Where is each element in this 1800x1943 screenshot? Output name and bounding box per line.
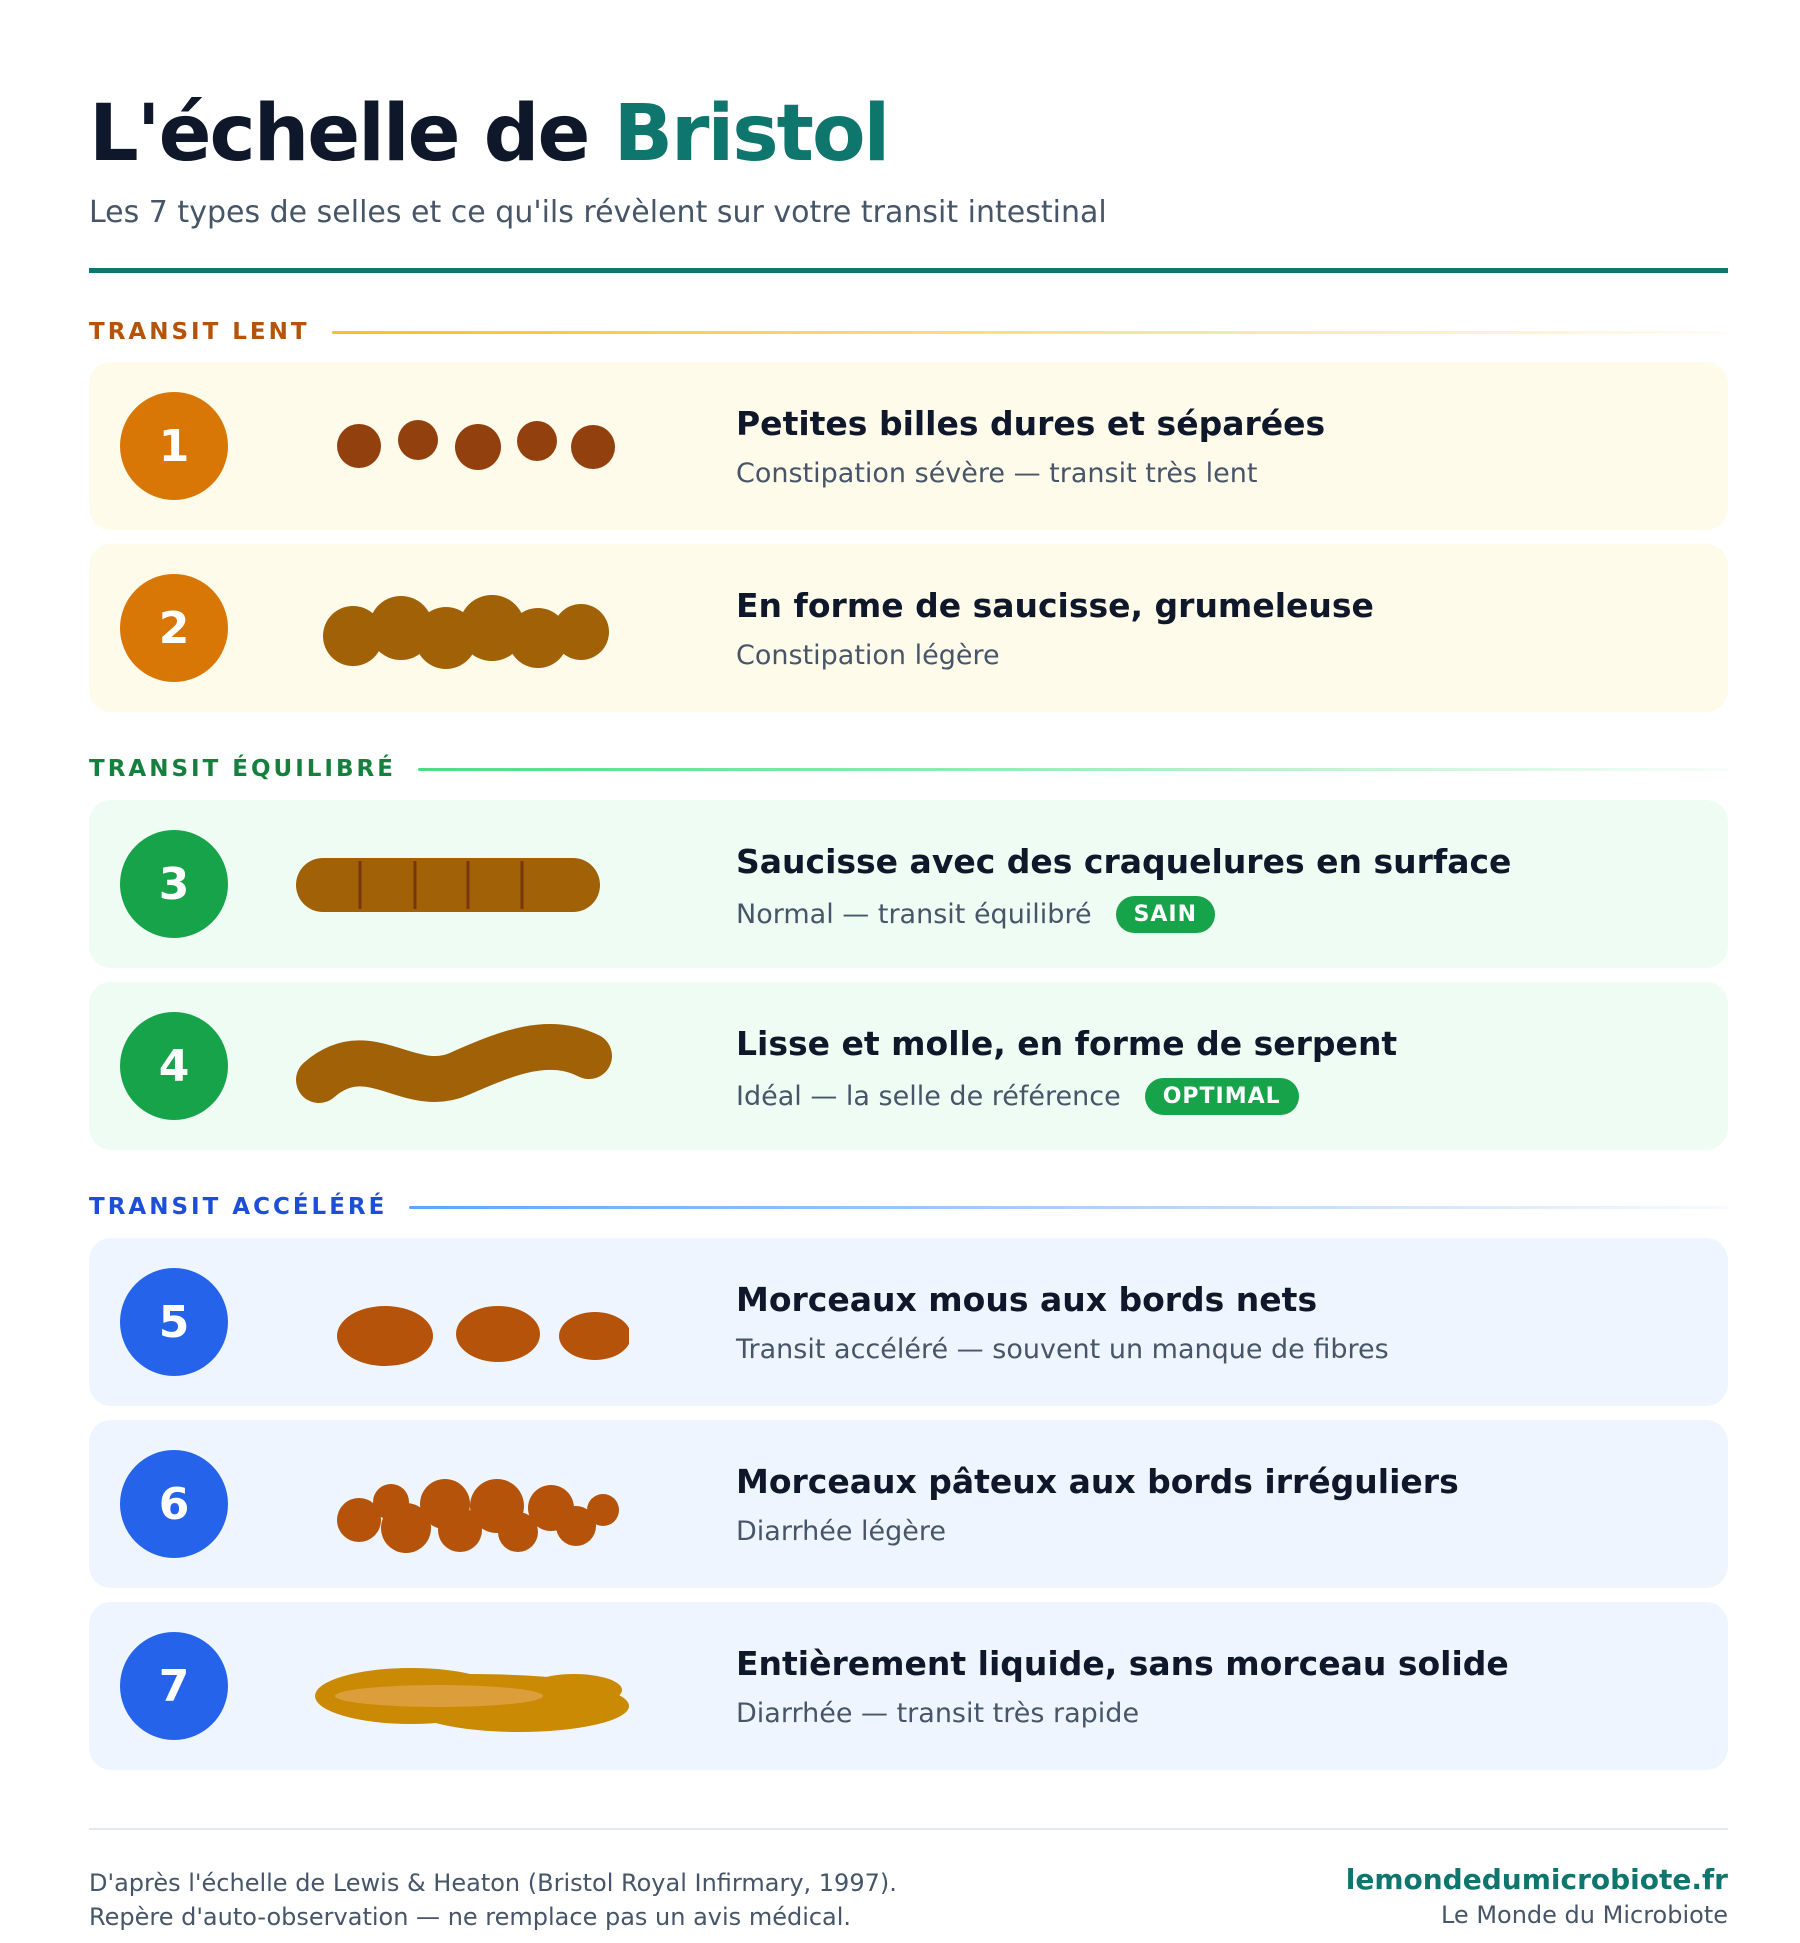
bristol-type-3-card bbox=[89, 800, 1728, 968]
type-number-badge: 2 bbox=[120, 574, 228, 682]
bristol-type-6-card bbox=[89, 1420, 1728, 1588]
type-desc-text: Constipation sévère — transit très lent bbox=[736, 458, 1258, 489]
type-title: Saucisse avec des craquelures en surface bbox=[736, 842, 1512, 881]
bristol-type-5-card bbox=[89, 1238, 1728, 1406]
bristol-type-7-card bbox=[89, 1602, 1728, 1770]
title-main: L'échelle de bbox=[89, 89, 614, 179]
section-line bbox=[409, 1206, 1728, 1209]
soft-blobs-illustration bbox=[289, 1252, 629, 1392]
type-title: Morceaux pâteux aux bords irréguliers bbox=[736, 1462, 1459, 1501]
brand-name: Le Monde du Microbiote bbox=[1440, 1901, 1728, 1929]
title-accent: Bristol bbox=[613, 89, 889, 179]
optimal-tag: OPTIMAL bbox=[1145, 1078, 1299, 1115]
section-header-equilibre bbox=[89, 752, 1728, 786]
section-header-accelere bbox=[89, 1190, 1728, 1224]
bristol-type-1-card bbox=[89, 362, 1728, 530]
type-number-badge: 3 bbox=[120, 830, 228, 938]
type-number-badge: 4 bbox=[120, 1012, 228, 1120]
section-line bbox=[332, 331, 1728, 334]
mushy-pieces-illustration bbox=[289, 1434, 629, 1574]
type-desc-text: Diarrhée — transit très rapide bbox=[736, 1698, 1140, 1729]
type-description bbox=[736, 1334, 1389, 1365]
type-title: Lisse et molle, en forme de serpent bbox=[736, 1024, 1398, 1063]
type-title: En forme de saucisse, grumeleuse bbox=[736, 586, 1374, 625]
type-title: Petites billes dures et séparées bbox=[736, 404, 1326, 443]
site-link[interactable]: lemondedumicrobiote.fr bbox=[1345, 1863, 1728, 1896]
bristol-type-4-card bbox=[89, 982, 1728, 1150]
type-title: Entièrement liquide, sans morceau solide bbox=[736, 1644, 1509, 1683]
section-label: TRANSIT LENT bbox=[89, 319, 310, 345]
type-number-badge: 6 bbox=[120, 1450, 228, 1558]
page-title bbox=[89, 88, 888, 182]
type-description bbox=[736, 1516, 946, 1547]
type-number-badge: 7 bbox=[120, 1632, 228, 1740]
smooth-snake-illustration bbox=[289, 996, 629, 1136]
type-description bbox=[736, 1698, 1139, 1729]
type-description bbox=[736, 458, 1257, 489]
footer-brand bbox=[1346, 1862, 1728, 1932]
type-number-badge: 5 bbox=[120, 1268, 228, 1376]
footer-divider bbox=[89, 1828, 1728, 1830]
lumpy-sausage-illustration bbox=[289, 558, 629, 698]
type-desc-text: Normal — transit équilibré bbox=[736, 899, 1092, 930]
type-title: Morceaux mous aux bords nets bbox=[736, 1280, 1318, 1319]
page-subtitle: Les 7 types de selles et ce qu'ils révèlent sur votre transit intestinal bbox=[89, 195, 1107, 230]
bristol-type-2-card bbox=[89, 544, 1728, 712]
cracked-sausage-illustration bbox=[289, 814, 629, 954]
type-desc-text: Idéal — la selle de référence bbox=[736, 1081, 1121, 1112]
type-description bbox=[736, 1078, 1299, 1115]
section-label: TRANSIT ÉQUILIBRÉ bbox=[89, 756, 396, 782]
section-header-lent bbox=[89, 315, 1728, 349]
title-divider bbox=[89, 268, 1728, 273]
healthy-tag: SAIN bbox=[1116, 896, 1215, 933]
section-line bbox=[418, 768, 1728, 771]
hard-lumps-illustration bbox=[289, 376, 629, 516]
footer-line-1: D'après l'échelle de Lewis & Heaton (Bristol Royal Infirmary, 1997). bbox=[89, 1869, 897, 1897]
type-description bbox=[736, 640, 1000, 671]
type-desc-text: Transit accéléré — souvent un manque de fibres bbox=[736, 1334, 1389, 1365]
type-desc-text: Diarrhée légère bbox=[736, 1516, 946, 1547]
type-description bbox=[736, 896, 1215, 933]
liquid-puddle-illustration bbox=[289, 1616, 629, 1756]
type-desc-text: Constipation légère bbox=[736, 640, 1000, 671]
footer-source-note bbox=[89, 1866, 897, 1934]
footer-line-2: Repère d'auto-observation — ne remplace pas un avis médical. bbox=[89, 1903, 852, 1931]
type-number-badge: 1 bbox=[120, 392, 228, 500]
section-label: TRANSIT ACCÉLÉRÉ bbox=[89, 1194, 388, 1220]
